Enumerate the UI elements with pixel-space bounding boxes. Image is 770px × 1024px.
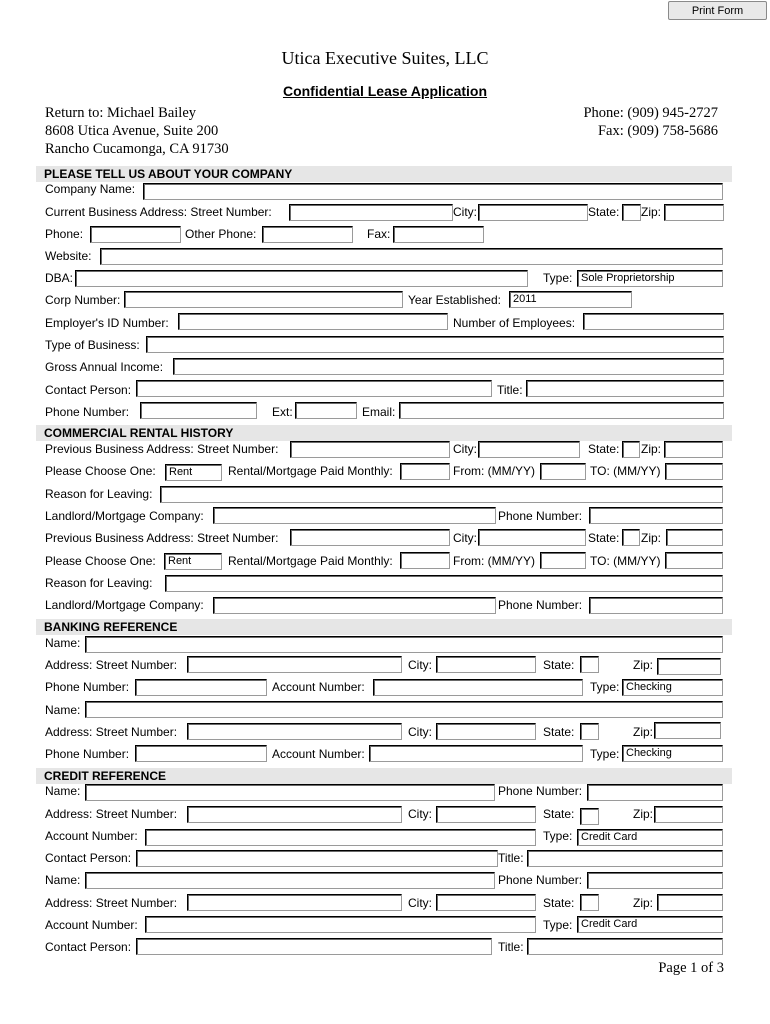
reason-label-1: Reason for Leaving: bbox=[45, 487, 153, 501]
landlord-label-1: Landlord/Mortgage Company: bbox=[45, 509, 204, 523]
employer-id-label: Employer's ID Number: bbox=[45, 316, 169, 330]
previous-zip-label-1: Zip: bbox=[641, 442, 662, 456]
fax-input[interactable] bbox=[393, 226, 484, 243]
credit-phone-label-2: Phone Number: bbox=[498, 873, 583, 887]
previous-address-label-2: Previous Business Address: Street Number: bbox=[45, 531, 279, 545]
phone-input[interactable] bbox=[90, 226, 181, 243]
previous-city-label-2: City: bbox=[453, 531, 477, 545]
bank-name-input-1[interactable] bbox=[85, 636, 723, 653]
rental-choice-select-2[interactable]: Rent bbox=[164, 553, 222, 570]
bank-street-input-1[interactable] bbox=[187, 656, 402, 673]
fax-label: Fax: bbox=[367, 227, 391, 241]
current-city-label: City: bbox=[453, 205, 477, 219]
company-type-select[interactable]: Sole Proprietorship bbox=[577, 270, 723, 287]
page-number: Page 1 of 3 bbox=[658, 960, 724, 976]
credit-type-select-1[interactable]: Credit Card bbox=[577, 829, 723, 846]
current-zip-label: Zip: bbox=[641, 205, 662, 219]
please-choose-label-2: Please Choose One: bbox=[45, 554, 156, 568]
credit-state-input-1[interactable] bbox=[580, 808, 599, 825]
return-line-2: 8608 Utica Avenue, Suite 200 bbox=[45, 123, 219, 139]
bank-city-input-2[interactable] bbox=[436, 723, 536, 740]
num-employees-label: Number of Employees: bbox=[453, 316, 576, 330]
other-phone-label: Other Phone: bbox=[185, 227, 257, 241]
bank-type-label-2: Type: bbox=[590, 747, 620, 761]
credit-name-input-1[interactable] bbox=[85, 784, 495, 801]
credit-phone-input-2[interactable] bbox=[587, 872, 723, 889]
bank-state-input-2[interactable] bbox=[580, 723, 599, 740]
previous-zip-input-2[interactable] bbox=[666, 529, 723, 546]
rental-choice-select-1[interactable]: Rent bbox=[165, 464, 222, 481]
reason-label-2: Reason for Leaving: bbox=[45, 576, 153, 590]
section-credit-header: CREDIT REFERENCE bbox=[36, 768, 732, 784]
print-form-button[interactable]: Print Form bbox=[668, 1, 767, 20]
bank-zip-input-1[interactable] bbox=[657, 658, 721, 675]
current-city-input[interactable] bbox=[478, 204, 588, 221]
bank-account-input-2[interactable] bbox=[369, 745, 583, 762]
credit-address-label-2: Address: Street Number: bbox=[45, 896, 178, 910]
gross-income-label: Gross Annual Income: bbox=[45, 360, 164, 374]
bank-zip-label-2: Zip: bbox=[633, 725, 654, 739]
contact-title-label: Title: bbox=[497, 383, 523, 397]
bank-zip-label-1: Zip: bbox=[633, 658, 654, 672]
bank-state-input-1[interactable] bbox=[580, 656, 599, 673]
landlord-phone-input-2[interactable] bbox=[589, 597, 723, 614]
bank-account-input-1[interactable] bbox=[373, 679, 583, 696]
rental-paid-label-1: Rental/Mortgage Paid Monthly: bbox=[228, 464, 393, 478]
landlord-phone-input-1[interactable] bbox=[589, 507, 723, 524]
credit-zip-label-2: Zip: bbox=[633, 896, 654, 910]
phone-label: Phone: bbox=[45, 227, 84, 241]
corp-number-label: Corp Number: bbox=[45, 293, 121, 307]
type-of-business-label: Type of Business: bbox=[45, 338, 140, 352]
bank-phone-label-2: Phone Number: bbox=[45, 747, 130, 761]
bank-account-label-1: Account Number: bbox=[272, 680, 365, 694]
to-input-2[interactable] bbox=[665, 552, 723, 569]
contact-person-label: Contact Person: bbox=[45, 383, 132, 397]
credit-street-input-1[interactable] bbox=[187, 806, 402, 823]
credit-account-input-2[interactable] bbox=[145, 916, 536, 933]
bank-phone-label-1: Phone Number: bbox=[45, 680, 130, 694]
dba-input[interactable] bbox=[75, 270, 528, 287]
from-label-2: From: (MM/YY) bbox=[453, 554, 535, 568]
previous-street-input-2[interactable] bbox=[290, 529, 450, 546]
credit-account-label-1: Account Number: bbox=[45, 829, 138, 843]
ext-input[interactable] bbox=[295, 402, 357, 419]
rental-paid-label-2: Rental/Mortgage Paid Monthly: bbox=[228, 554, 393, 568]
credit-title-label-2: Title: bbox=[498, 940, 524, 954]
to-label-2: TO: (MM/YY) bbox=[590, 554, 661, 568]
company-type-label: Type: bbox=[543, 271, 573, 285]
credit-contact-input-1[interactable] bbox=[136, 850, 498, 867]
company-name-label: Company Name: bbox=[45, 182, 136, 196]
landlord-label-2: Landlord/Mortgage Company: bbox=[45, 598, 204, 612]
email-input[interactable] bbox=[399, 402, 724, 419]
credit-city-label-2: City: bbox=[408, 896, 432, 910]
previous-zip-label-2: Zip: bbox=[641, 531, 662, 545]
credit-address-label-1: Address: Street Number: bbox=[45, 807, 178, 821]
from-input-1[interactable] bbox=[540, 463, 586, 480]
contact-title-input[interactable] bbox=[526, 380, 724, 397]
bank-zip-input-2[interactable] bbox=[654, 722, 721, 739]
bank-phone-input-2[interactable] bbox=[135, 745, 267, 762]
previous-city-input-1[interactable] bbox=[478, 441, 580, 458]
reason-input-1[interactable] bbox=[160, 486, 723, 503]
credit-account-label-2: Account Number: bbox=[45, 918, 138, 932]
previous-address-label-1: Previous Business Address: Street Number: bbox=[45, 442, 279, 456]
reason-input-2[interactable] bbox=[165, 575, 723, 592]
section-rental-header: COMMERCIAL RENTAL HISTORY bbox=[36, 425, 732, 441]
bank-type-select-1[interactable]: Checking bbox=[622, 679, 723, 696]
credit-contact-input-2[interactable] bbox=[136, 938, 492, 955]
num-employees-input[interactable] bbox=[583, 313, 724, 330]
phone-number-label: Phone Number: bbox=[45, 405, 130, 419]
bank-type-select-2[interactable]: Checking bbox=[622, 745, 723, 762]
phone-number-input[interactable] bbox=[140, 402, 257, 419]
credit-title-input-2[interactable] bbox=[527, 938, 723, 955]
current-address-label: Current Business Address: Street Number: bbox=[45, 205, 272, 219]
credit-name-label-2: Name: bbox=[45, 873, 81, 887]
corp-number-input[interactable] bbox=[124, 291, 403, 308]
bank-city-label-2: City: bbox=[408, 725, 432, 739]
bank-type-label-1: Type: bbox=[590, 680, 620, 694]
contact-phone: Phone: (909) 945-2727 bbox=[583, 105, 718, 121]
return-line-3: Rancho Cucamonga, CA 91730 bbox=[45, 141, 229, 157]
credit-city-input-2[interactable] bbox=[436, 894, 536, 911]
credit-street-input-2[interactable] bbox=[187, 894, 402, 911]
credit-phone-input-1[interactable] bbox=[587, 784, 723, 801]
credit-name-label-1: Name: bbox=[45, 784, 81, 798]
previous-zip-input-1[interactable] bbox=[664, 441, 723, 458]
please-choose-label-1: Please Choose One: bbox=[45, 464, 156, 478]
company-heading: Utica Executive Suites, LLC bbox=[281, 48, 489, 68]
to-input-1[interactable] bbox=[665, 463, 723, 480]
landlord-input-2[interactable] bbox=[213, 597, 496, 614]
bank-state-label-1: State: bbox=[543, 658, 575, 672]
email-label: Email: bbox=[362, 405, 396, 419]
from-input-2[interactable] bbox=[540, 552, 586, 569]
type-of-business-input[interactable] bbox=[146, 336, 724, 353]
credit-zip-input-1[interactable] bbox=[654, 806, 723, 823]
credit-state-input-2[interactable] bbox=[580, 894, 599, 911]
gross-income-input[interactable] bbox=[173, 358, 724, 375]
bank-city-label-1: City: bbox=[408, 658, 432, 672]
dba-label: DBA: bbox=[45, 271, 74, 285]
current-zip-input[interactable] bbox=[664, 204, 724, 221]
rental-paid-input-1[interactable] bbox=[400, 463, 450, 480]
credit-zip-input-2[interactable] bbox=[657, 894, 723, 911]
previous-city-input-2[interactable] bbox=[478, 529, 586, 546]
section-banking-header: BANKING REFERENCE bbox=[36, 619, 732, 635]
credit-city-input-1[interactable] bbox=[436, 806, 536, 823]
company-name-input[interactable] bbox=[143, 183, 723, 200]
contact-fax: Fax: (909) 758-5686 bbox=[597, 123, 718, 139]
bank-address-label-2: Address: Street Number: bbox=[45, 725, 178, 739]
previous-state-label-2: State: bbox=[588, 531, 620, 545]
bank-name-label-2: Name: bbox=[45, 703, 81, 717]
return-line-1: Return to: Michael Bailey bbox=[45, 105, 197, 121]
credit-type-select-2[interactable]: Credit Card bbox=[577, 916, 723, 933]
credit-type-label-2: Type: bbox=[543, 918, 573, 932]
credit-city-label-1: City: bbox=[408, 807, 432, 821]
other-phone-input[interactable] bbox=[262, 226, 353, 243]
employer-id-input[interactable] bbox=[178, 313, 448, 330]
year-established-input[interactable]: 2011 bbox=[509, 291, 632, 308]
ext-label: Ext: bbox=[272, 405, 293, 419]
previous-state-input-2[interactable] bbox=[622, 529, 640, 546]
credit-title-label-1: Title: bbox=[498, 851, 524, 865]
bank-account-label-2: Account Number: bbox=[272, 747, 365, 761]
contact-person-input[interactable] bbox=[136, 380, 492, 397]
form-title: Confidential Lease Application bbox=[282, 83, 488, 99]
bank-name-label-1: Name: bbox=[45, 636, 81, 650]
bank-phone-input-1[interactable] bbox=[135, 679, 267, 696]
credit-name-input-2[interactable] bbox=[85, 872, 495, 889]
rental-paid-input-2[interactable] bbox=[400, 552, 450, 569]
previous-street-input-1[interactable] bbox=[290, 441, 450, 458]
current-state-input[interactable] bbox=[622, 204, 641, 221]
credit-type-label-1: Type: bbox=[543, 829, 573, 843]
to-label-1: TO: (MM/YY) bbox=[590, 464, 661, 478]
landlord-phone-label-2: Phone Number: bbox=[498, 598, 583, 612]
credit-contact-label-1: Contact Person: bbox=[45, 851, 132, 865]
previous-state-label-1: State: bbox=[588, 442, 620, 456]
bank-name-input-2[interactable] bbox=[85, 701, 723, 718]
bank-city-input-1[interactable] bbox=[436, 656, 536, 673]
credit-phone-label-1: Phone Number: bbox=[498, 784, 583, 798]
website-input[interactable] bbox=[100, 248, 723, 265]
previous-city-label-1: City: bbox=[453, 442, 477, 456]
landlord-input-1[interactable] bbox=[213, 507, 496, 524]
bank-address-label-1: Address: Street Number: bbox=[45, 658, 178, 672]
website-label: Website: bbox=[45, 249, 92, 263]
previous-state-input-1[interactable] bbox=[622, 441, 640, 458]
credit-state-label-1: State: bbox=[543, 807, 575, 821]
credit-contact-label-2: Contact Person: bbox=[45, 940, 132, 954]
credit-title-input-1[interactable] bbox=[527, 850, 723, 867]
credit-account-input-1[interactable] bbox=[145, 829, 536, 846]
from-label-1: From: (MM/YY) bbox=[453, 464, 535, 478]
landlord-phone-label-1: Phone Number: bbox=[498, 509, 583, 523]
bank-street-input-2[interactable] bbox=[187, 723, 402, 740]
current-street-input[interactable] bbox=[289, 204, 453, 221]
credit-state-label-2: State: bbox=[543, 896, 575, 910]
current-state-label: State: bbox=[588, 205, 620, 219]
section-company-header: PLEASE TELL US ABOUT YOUR COMPANY bbox=[36, 166, 732, 182]
credit-zip-label-1: Zip: bbox=[633, 807, 654, 821]
bank-state-label-2: State: bbox=[543, 725, 575, 739]
year-established-label: Year Established: bbox=[408, 293, 501, 307]
